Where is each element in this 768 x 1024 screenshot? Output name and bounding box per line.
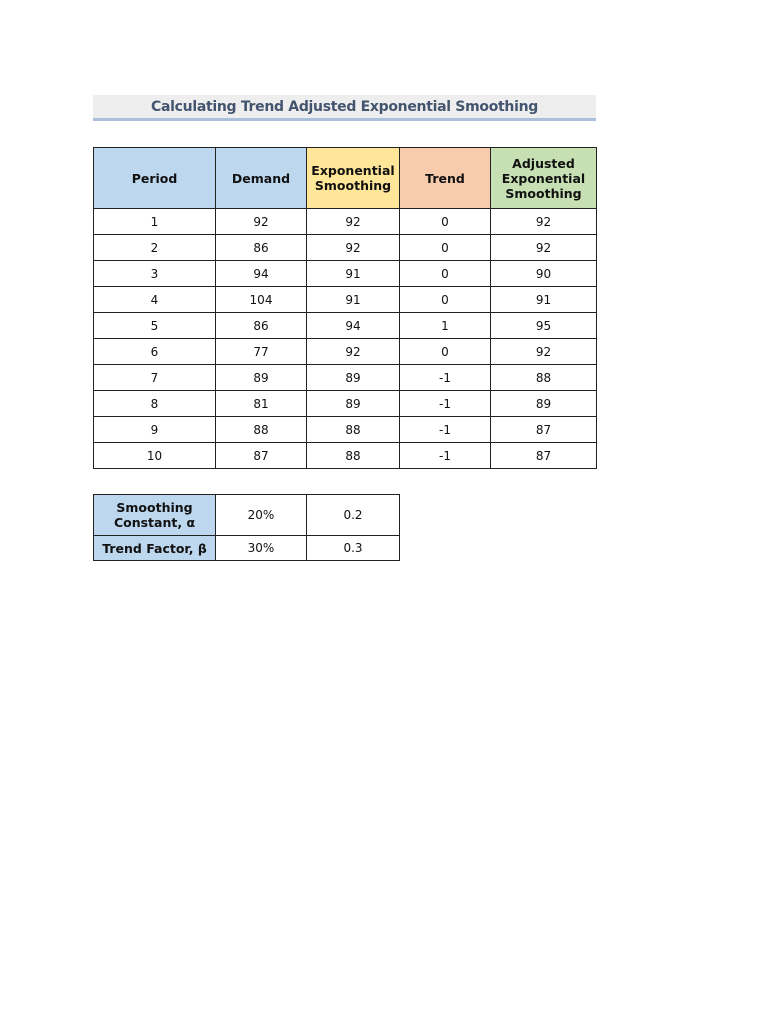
cell-demand[interactable]: 89: [216, 365, 307, 391]
smoothing-constant-label: Smoothing Constant, α: [94, 495, 216, 536]
cell-period[interactable]: 7: [94, 365, 216, 391]
cell-adjusted-smoothing[interactable]: 87: [491, 443, 597, 469]
cell-period[interactable]: 3: [94, 261, 216, 287]
cell-adjusted-smoothing[interactable]: 88: [491, 365, 597, 391]
cell-trend[interactable]: -1: [400, 417, 491, 443]
cell-trend[interactable]: -1: [400, 443, 491, 469]
table-row: [94, 287, 597, 313]
smoothing-constant-value[interactable]: 0.2: [307, 495, 400, 536]
cell-exponential-smoothing[interactable]: 88: [307, 417, 400, 443]
cell-trend[interactable]: -1: [400, 391, 491, 417]
cell-trend[interactable]: 0: [400, 235, 491, 261]
cell-period[interactable]: 6: [94, 339, 216, 365]
cell-trend[interactable]: 1: [400, 313, 491, 339]
cell-exponential-smoothing[interactable]: 92: [307, 339, 400, 365]
cell-adjusted-smoothing[interactable]: 92: [491, 235, 597, 261]
cell-adjusted-smoothing[interactable]: 95: [491, 313, 597, 339]
column-header-trend: Trend: [400, 148, 491, 209]
title-bar: [93, 95, 596, 121]
smoothing-constant-percent[interactable]: 20%: [216, 495, 307, 536]
cell-demand[interactable]: 104: [216, 287, 307, 313]
cell-adjusted-smoothing[interactable]: 90: [491, 261, 597, 287]
cell-exponential-smoothing[interactable]: 92: [307, 209, 400, 235]
table-row: [94, 313, 597, 339]
trend-factor-percent[interactable]: 30%: [216, 536, 307, 561]
cell-period[interactable]: 10: [94, 443, 216, 469]
cell-adjusted-smoothing[interactable]: 92: [491, 209, 597, 235]
cell-period[interactable]: 4: [94, 287, 216, 313]
column-header-demand: Demand: [216, 148, 307, 209]
cell-exponential-smoothing[interactable]: 88: [307, 443, 400, 469]
table-row: [94, 261, 597, 287]
parameter-row-smoothing-constant: [94, 495, 400, 536]
cell-trend[interactable]: 0: [400, 339, 491, 365]
page-title: Calculating Trend Adjusted Exponential Smoothing: [151, 98, 538, 115]
cell-trend[interactable]: -1: [400, 365, 491, 391]
cell-period[interactable]: 2: [94, 235, 216, 261]
smoothing-table: [93, 147, 597, 469]
cell-exponential-smoothing[interactable]: 91: [307, 261, 400, 287]
cell-period[interactable]: 9: [94, 417, 216, 443]
cell-exponential-smoothing[interactable]: 89: [307, 365, 400, 391]
table-row: [94, 365, 597, 391]
cell-period[interactable]: 1: [94, 209, 216, 235]
cell-demand[interactable]: 77: [216, 339, 307, 365]
cell-demand[interactable]: 94: [216, 261, 307, 287]
table-row: [94, 235, 597, 261]
column-header-adjusted-exponential-smoothing: Adjusted Exponential Smoothing: [491, 148, 597, 209]
cell-demand[interactable]: 86: [216, 235, 307, 261]
cell-adjusted-smoothing[interactable]: 87: [491, 417, 597, 443]
cell-exponential-smoothing[interactable]: 91: [307, 287, 400, 313]
cell-adjusted-smoothing[interactable]: 89: [491, 391, 597, 417]
cell-trend[interactable]: 0: [400, 209, 491, 235]
cell-adjusted-smoothing[interactable]: 91: [491, 287, 597, 313]
cell-demand[interactable]: 86: [216, 313, 307, 339]
trend-factor-value[interactable]: 0.3: [307, 536, 400, 561]
parameter-row-trend-factor: [94, 536, 400, 561]
parameters-table: [93, 494, 400, 561]
trend-factor-label: Trend Factor, β: [94, 536, 216, 561]
cell-exponential-smoothing[interactable]: 94: [307, 313, 400, 339]
table-row: [94, 391, 597, 417]
cell-exponential-smoothing[interactable]: 89: [307, 391, 400, 417]
cell-period[interactable]: 8: [94, 391, 216, 417]
column-header-exponential-smoothing: Exponential Smoothing: [307, 148, 400, 209]
cell-trend[interactable]: 0: [400, 287, 491, 313]
column-header-period: Period: [94, 148, 216, 209]
table-row: [94, 443, 597, 469]
cell-period[interactable]: 5: [94, 313, 216, 339]
cell-adjusted-smoothing[interactable]: 92: [491, 339, 597, 365]
cell-demand[interactable]: 87: [216, 443, 307, 469]
cell-demand[interactable]: 92: [216, 209, 307, 235]
cell-demand[interactable]: 88: [216, 417, 307, 443]
cell-trend[interactable]: 0: [400, 261, 491, 287]
table-header-row: [94, 148, 597, 209]
table-row: [94, 209, 597, 235]
cell-exponential-smoothing[interactable]: 92: [307, 235, 400, 261]
cell-demand[interactable]: 81: [216, 391, 307, 417]
table-row: [94, 417, 597, 443]
table-row: [94, 339, 597, 365]
